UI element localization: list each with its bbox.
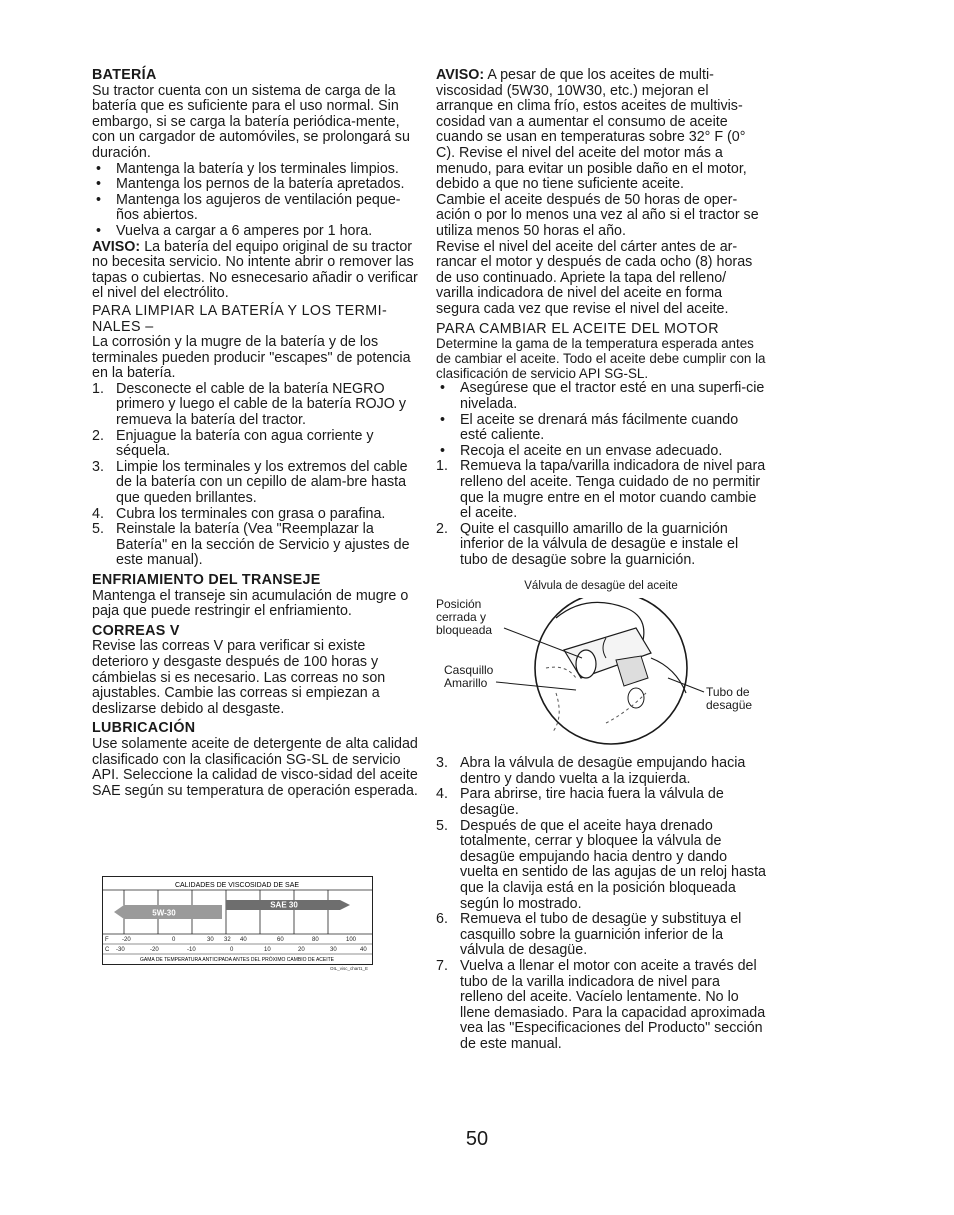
f-tick: 0: [172, 937, 176, 943]
list-item: [436, 522, 766, 569]
list-item: [436, 819, 766, 913]
band-sae30-label: SAE 30: [270, 900, 298, 910]
bateria-heading: BATERÍA: [92, 67, 157, 83]
revise-paragraph: Revise el nivel del aceite del cárter antes de ar-rancar el motor y después de cada ocho (8) horas de uso continuado. Apriete la tapa del relleno/ varilla indicadora de nivel del aceite en forma segura cada vez que revise el nivel del aceite.: [436, 238, 753, 317]
list-item: • Mantenga los pernos de la batería apretados.: [92, 177, 422, 193]
f-tick: 60: [277, 937, 284, 943]
list-item: • Recoja el aceite en un envase adecuado.: [436, 444, 766, 460]
viscosity-chart-svg: [102, 876, 374, 966]
aviso-oil: [436, 68, 766, 193]
c-tick: 40: [360, 947, 367, 953]
enfriamiento-heading: ENFRIAMIENTO DEL TRANSEJE: [92, 572, 321, 588]
list-item: [92, 429, 422, 460]
step-text: Vuelva a llenar el motor con aceite a través del tubo de la varilla indicadora de nivel para relleno del aceite. Vacíelo lentamente. No lo llene demasiado. Para la capacidad aproximada vea las "Especificaciones del Producto" sección de este manual.: [460, 957, 766, 1052]
limpiar-intro: La corrosión y la mugre de la batería y de los terminales pueden producir "escapes" de potencia en la batería.: [92, 334, 411, 382]
lubricacion-text: Use solamente aceite de detergente de alta calidad clasificado con la clasificación SG-SL de servicio API. Seleccione la calidad de visco-sidad del aceite SAE según su temperatura de operación esperada.: [92, 735, 418, 799]
list-item: • Asegúrese que el tractor esté en una superfi-cie nivelada.: [436, 381, 766, 412]
f-tick: 32: [224, 937, 231, 943]
step-number: 5.: [436, 817, 448, 834]
c-tick: -10: [187, 947, 196, 953]
c-axis-label: C: [105, 947, 110, 953]
correas-text: Revise las correas V para verificar si existe deterioro y desgaste después de 100 horas y cámbielas si es necesario. Las correas no son ajustables. Cambie las correas si empiezan a deslizarse debido al desgaste.: [92, 638, 386, 717]
bateria-bullet-list: [92, 162, 422, 240]
chart-footer: GAMA DE TEMPERATURA ANTICIPADA ANTES DEL PRÓXIMO CAMBIO DE ACEITE: [139, 957, 335, 963]
step-text: Remueva la tapa/varilla indicadora de nivel para relleno del aceite. Tenga cuidado de no permitir que la mugre entre en el motor cuando cambie el aceite.: [460, 458, 766, 522]
list-item: [436, 912, 766, 959]
step-number: 6.: [436, 911, 448, 928]
right-column: [436, 68, 766, 1052]
list-item: • El aceite se drenará más fácilmente cuando esté caliente.: [436, 413, 766, 444]
chart-code: OIL_visc_chart1_E: [329, 966, 368, 971]
list-item: [92, 522, 422, 569]
limpiar-heading: PARA LIMPIAR LA BATERÍA Y LOS TERMI-NALES –: [92, 302, 388, 335]
c-tick: 20: [298, 947, 305, 953]
c-tick: 0: [230, 947, 234, 953]
step-text: Remueva el tubo de desagüe y substituya el casquillo sobre la guarnición inferior de la válvula de desagüe.: [460, 911, 742, 959]
list-item: [92, 382, 422, 429]
label-casquillo: Casquillo Amarillo: [444, 663, 494, 691]
c-tick: -20: [150, 947, 159, 953]
step-number: 2.: [436, 520, 448, 537]
aviso-label: AVISO:: [92, 238, 141, 255]
aviso-text: A pesar de que los aceites de multi-viscosidad (5W30, 10W30, etc.) mejoran el arranque en clima frío, estos aceites de multivis-cosidad van a aumentar el consumo de aceite cuando se usan en temperaturas sobre 32° F (0° C). Revise el nivel del aceite del motor más a menudo, para evitar un posible daño en el motor, debido a que no tiene suficiente aceite.: [436, 67, 747, 193]
step-number: 3.: [436, 755, 448, 772]
cambiar-bullet-list: [436, 381, 766, 459]
label-posicion: Posición cerrada y bloqueada: [436, 597, 493, 638]
list-item: [436, 756, 766, 787]
step-text: Limpie los terminales y los extremos del cable de la batería con un cepillo de alam-bre hasta que queden brillantes.: [116, 458, 408, 507]
list-item: [436, 959, 766, 1053]
lubricacion-heading: LUBRICACIÓN: [92, 720, 196, 737]
band-5w30-label: 5W-30: [152, 908, 176, 918]
step-number: 7.: [436, 957, 448, 974]
cambiar-steps-b: [436, 756, 766, 1052]
drain-valve-figure: [436, 598, 766, 748]
list-item: [92, 507, 422, 523]
label-tubo: Tubo de desagüe: [706, 685, 753, 713]
list-item: • Mantenga los agujeros de ventilación peque-ños abiertos.: [92, 193, 422, 224]
correas-heading: CORREAS V: [92, 622, 180, 639]
f-tick: 30: [207, 937, 214, 943]
step-text: Cubra los terminales con grasa o parafina.: [116, 505, 386, 522]
step-text: Reinstale la batería (Vea "Reemplazar la Batería" en la sección de Servicio y ajustes de este manual).: [116, 521, 410, 569]
page-number: 50: [465, 1128, 489, 1150]
aviso-battery: [92, 240, 422, 302]
f-tick: 100: [346, 937, 357, 943]
drain-valve-illustration: [436, 598, 766, 748]
cambiar-intro: Determine la gama de la temperatura esperada antes de cambiar el aceite. Todo el aceite debe cumplir con la clasificación de servicio API SG-SL.: [436, 336, 766, 381]
enfriamiento-text: Mantenga el transeje sin acumulación de mugre o paja que puede restringir el enfriamiento.: [92, 587, 409, 620]
step-number: 5.: [92, 521, 104, 538]
chart-title: CALIDADES DE VISCOSIDAD DE SAE: [174, 882, 300, 889]
list-item: • Mantenga la batería y los terminales limpios.: [92, 162, 422, 178]
step-text: Quite el casquillo amarillo de la guarnición inferior de la válvula de desagüe e instale el tubo de desagüe sobre la guarnición.: [460, 520, 739, 569]
aviso-text: La batería del equipo original de su tractor no becesita servicio. No intente abrir o remover las tapas o cubiertas. No esnecesario añadir o verificar el nivel del electrólito.: [92, 238, 418, 302]
list-item: [92, 460, 422, 507]
step-text: Enjuague la batería con agua corriente y séquela.: [116, 427, 374, 460]
c-tick: 30: [330, 947, 337, 953]
step-number: 2.: [92, 427, 104, 444]
cambie-paragraph: Cambie el aceite después de 50 horas de oper-ación o por lo menos una vez al año si el tractor se utiliza menos 50 horas el año.: [436, 191, 759, 239]
step-number: 3.: [92, 458, 104, 475]
cambiar-steps-a: [436, 459, 766, 568]
step-text: Desconecte el cable de la batería NEGRO primero y luego el cable de la batería ROJO y remueva la batería del tractor.: [116, 380, 407, 429]
step-number: 1.: [92, 380, 104, 397]
step-number: 1.: [436, 458, 448, 475]
f-axis-label: F: [105, 937, 109, 943]
step-number: 4.: [92, 505, 104, 522]
c-tick: -30: [116, 947, 125, 953]
viscosity-chart: [102, 876, 374, 971]
figure-caption: Válvula de desagüe del aceite: [524, 579, 678, 592]
f-tick: 40: [240, 937, 247, 943]
cambiar-heading: PARA CAMBIAR EL ACEITE DEL MOTOR: [436, 320, 719, 337]
list-item: [436, 459, 766, 521]
aviso-label: AVISO:: [436, 67, 485, 83]
f-tick: -20: [122, 937, 131, 943]
step-text: Para abrirse, tire hacia fuera la válvula de desagüe.: [460, 786, 724, 818]
bateria-intro: Su tractor cuenta con un sistema de carga de la batería que es suficiente para el uso normal. Sin embargo, si se carga la batería periódica-mente, con un cargador de automóviles, se prolongará su duración.: [92, 82, 410, 161]
list-item: • Vuelva a cargar a 6 amperes por 1 hora.: [92, 224, 422, 240]
limpiar-steps: [92, 382, 422, 569]
step-number: 4.: [436, 786, 448, 803]
left-column: [92, 68, 422, 799]
step-text: Abra la válvula de desagüe empujando hacia dentro y dando vuelta a la izquierda.: [460, 755, 746, 787]
c-tick: 10: [264, 947, 271, 953]
step-text: Después de que el aceite haya drenado totalmente, cerrar y bloquee la válvula de desagüe empujando hacia dentro y dando vuelta en sentido de las agujas de un reloj hasta que la clavija está en la posición bloqueada según lo mostrado.: [460, 817, 767, 912]
list-item: [436, 787, 766, 818]
f-tick: 80: [312, 937, 319, 943]
